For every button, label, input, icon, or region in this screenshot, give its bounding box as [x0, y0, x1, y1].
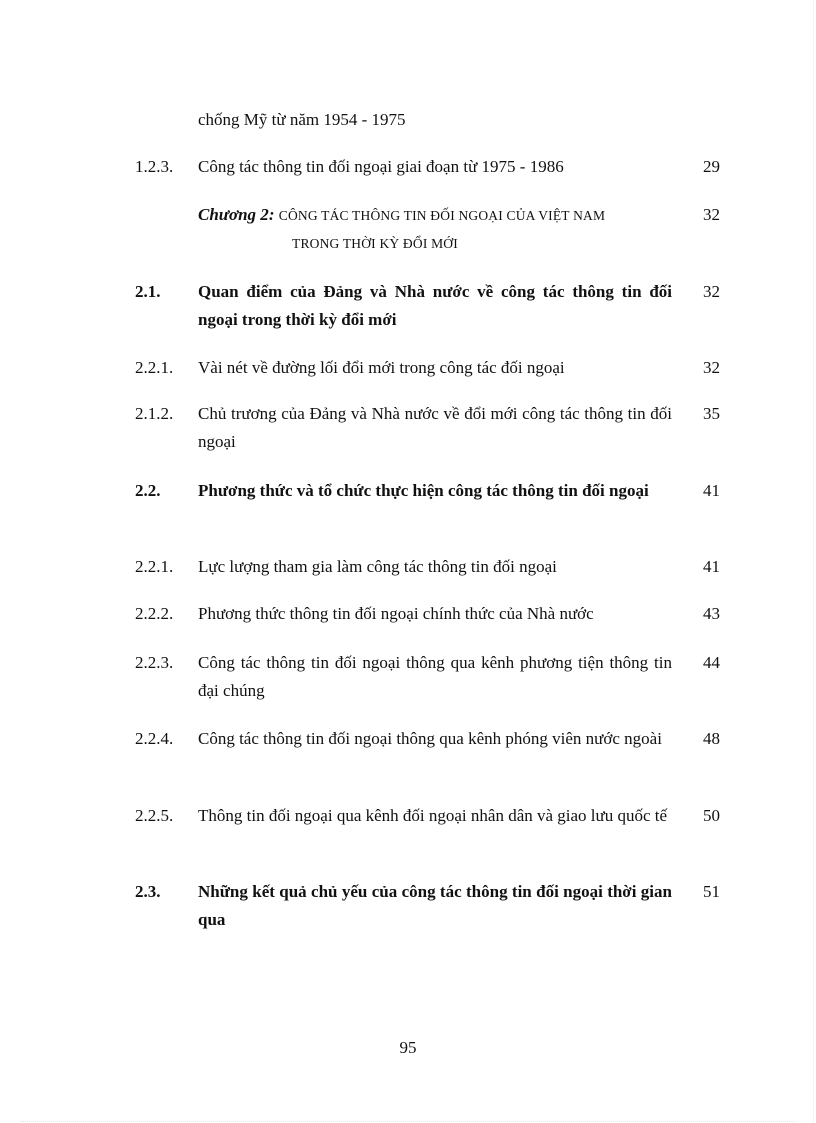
toc-entry-number: 2.2.3.	[135, 653, 174, 672]
toc-entry-page: 51	[703, 882, 720, 901]
toc-entry-text: Công tác thông tin đối ngoại thông qua kênh phương tiện thông tin đại chúng	[198, 653, 672, 700]
toc-entry-number: 2.1.2.	[135, 404, 174, 423]
toc-entry-text: Phương thức thông tin đối ngoại chính thức của Nhà nước	[198, 604, 594, 623]
chapter-title-line-1: CÔNG TÁC THÔNG TIN ĐỐI NGOẠI CỦA VIỆT NAM	[278, 208, 606, 223]
toc-entry-number: 2.2.1.	[135, 557, 174, 576]
toc-entry-page: 32	[703, 282, 720, 301]
bottom-border	[20, 1121, 796, 1122]
page-number: 95	[399, 1038, 417, 1057]
toc-entry-text: Chủ trương của Đảng và Nhà nước về đổi mới công tác thông tin đối ngoại	[198, 404, 672, 451]
toc-entry-page: 35	[703, 404, 720, 423]
toc-entry-text: Lực lượng tham gia làm công tác thông tin đối ngoại	[198, 557, 557, 576]
toc-entry-text: Công tác thông tin đối ngoại giai đoạn từ 1975 - 1986	[198, 157, 564, 176]
toc-entry-page: 32	[703, 358, 720, 377]
toc-entry-text: Quan điểm của Đảng và Nhà nước về công tác thông tin đối ngoại trong thời kỳ đổi mới	[198, 282, 672, 329]
chapter-title	[198, 201, 678, 258]
toc-entry-page: 43	[703, 604, 720, 623]
toc-entry-text: Phương thức và tổ chức thực hiện công tác thông tin đối ngoại	[198, 481, 649, 500]
toc-entry-page: 29	[703, 157, 720, 176]
toc-entry-number: 2.2.1.	[135, 358, 174, 377]
toc-entry-page: 32	[703, 205, 720, 224]
toc-entry-number: 1.2.3.	[135, 157, 174, 176]
toc-entry-page: 48	[703, 729, 720, 748]
toc-entry-page: 44	[703, 653, 720, 672]
toc-entry-number: 2.3.	[135, 882, 161, 901]
toc-entry-text: Công tác thông tin đối ngoại thông qua kênh phóng viên nước ngoài	[198, 729, 662, 748]
toc-entry-page: 50	[703, 806, 720, 825]
toc-entry-number: 2.1.	[135, 282, 161, 301]
toc-entry-text: Vài nét về đường lối đổi mới trong công tác đối ngoại	[198, 358, 565, 377]
toc-entry-page: 41	[703, 557, 720, 576]
toc-entry-text: chống Mỹ từ năm 1954 - 1975	[198, 110, 406, 129]
toc-entry-page: 41	[703, 481, 720, 500]
toc-entry-number: 2.2.4.	[135, 729, 174, 748]
toc-entry-number: 2.2.2.	[135, 604, 174, 623]
toc-entry-number: 2.2.	[135, 481, 161, 500]
toc-entry-text: Những kết quả chủ yếu của công tác thông tin đối ngoại thời gian qua	[198, 882, 672, 929]
toc-entry-number: 2.2.5.	[135, 806, 174, 825]
chapter-label: Chương 2	[198, 205, 269, 224]
chapter-colon: :	[268, 205, 275, 224]
page-edge	[813, 0, 814, 1123]
toc-entry-text: Thông tin đối ngoại qua kênh đối ngoại nhân dân và giao lưu quốc tế	[198, 806, 668, 825]
chapter-title-line-2: TRONG THỜI KỲ ĐỔI MỚI	[292, 236, 458, 251]
